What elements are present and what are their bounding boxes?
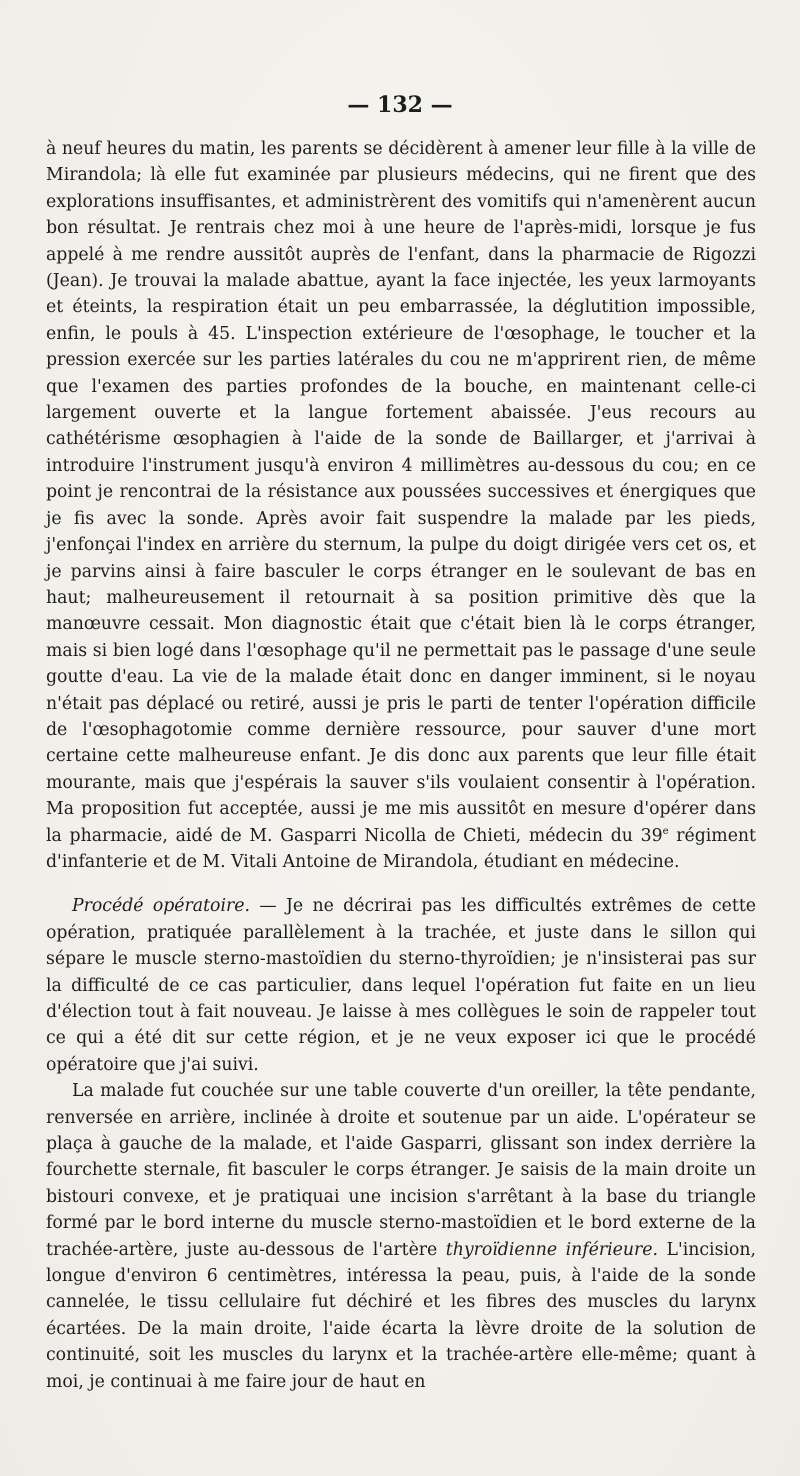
section-heading: Procédé opératoire. — [72, 896, 250, 917]
ordinal-superscript: e — [662, 825, 669, 837]
paragraph-1-text: à neuf heures du matin, les parents se décidèrent à amener leur fille à la ville de Mirandola; là elle fut examinée par plusieurs médecins, qui ne firent que des explorations insuffisantes, et administrèrent des vomitifs qui n'amenèrent aucun bon résultat. Je rentrais chez moi à une heure de l'après-midi, lorsque je fus appelé à me rendre aussitôt auprès de l'enfant, dans la pharmacie de Rigozzi (Jean). Je trouvai la malade abattue, ayant la face injectée, les yeux larmoyants et éteints, la respiration était un peu embarrassée, la déglutition impossible, enfin, le pouls à 45. L'inspection extérieure de l'œsophage, le toucher et la pression exercée sur les parties latérales du cou ne m'apprirent rien, de même que l'examen des parties profondes de la bouche, en maintenant celle-ci largement ouverte et la langue fortement abaissée. J'eus recours au cathétérisme œsophagien à l'aide de la sonde de Baillarger, et j'arrivai à introduire l'instrument jusqu'à environ 4 millimètres au-dessous du cou; en ce point je rencontrai de la résistance aux poussées successives et énergiques que je fis avec la sonde. Après avoir fait suspendre la malade par les pieds, j'enfonçai l'index en arrière du sternum, la pulpe du doigt dirigée vers cet os, et je parvins ainsi à faire basculer le corps étranger en le soulevant de bas en haut; malheureusement il retournait à sa position primitive dès que la manœuvre cessait. Mon diagnostic était que c'était bien là le corps étranger, mais si bien logé dans l'œsophage qu'il ne permettait pas le passage d'une seule goutte d'eau. La vie de la malade était donc en danger imminent, si le noyau n'était pas déplacé ou retiré, aussi je pris le parti de tenter l'opération difficile de l'œsophagotomie comme dernière ressource, pour sauver d'une mort certaine cette malheureuse enfant. Je dis donc aux parents que leur fille était mourante, mais que j'espérais la sauver s'ils voulaient consentir à l'opération. Ma proposition fut acceptée, aussi je me mis aussitôt en mesure d'opérer dans la pharmacie, aidé de M. Gasparri Nicolla de Chieti, médecin du 39 — [46, 139, 756, 846]
paragraph-1 — [46, 136, 756, 875]
anatomical-term: thyroïdienne inférieure. — [445, 1239, 659, 1260]
page-number: — 132 — — [347, 92, 453, 118]
paragraph-1-text-end: régiment d'infanterie et de M. Vitali Antoine de Mirandola, étudiant en médecine. — [46, 825, 756, 872]
paragraph-3 — [46, 1078, 756, 1395]
paragraph-2 — [46, 893, 756, 1078]
paragraph-3-text-end: L'incision, longue d'environ 6 centimètres, intéressa la peau, puis, à l'aide de la sonde cannelée, le tissu cellulaire fut déchiré et les fibres des muscles du larynx écartées. De la main droite, l'aide écarta la lèvre droite de la solution de continuité, soit les muscles du larynx et la trachée-artère elle-même; quant à moi, je continuai à me faire jour de haut en — [46, 1239, 757, 1392]
paragraph-3-text: La malade fut couchée sur une table couverte d'un oreiller, la tête pendante, renversée en arrière, inclinée à droite et soutenue par un aide. L'opérateur se plaça à gauche de la malade, et l'aide Gasparri, glissant son index derrière la fourchette sternale, fit basculer le corps étranger. Je saisis de la main droite un bistouri convexe, et je pratiquai une incision s'arrêtant à la base du triangle formé par le bord interne du muscle sterno-mastoïdien et le bord externe de la trachée-artère, juste au-dessous de l'artère — [46, 1081, 756, 1260]
body-text — [46, 136, 756, 1395]
paragraph-2-text: — Je ne décrirai pas les difficultés extrêmes de cette opération, pratiquée parallèlement à la trachée, et juste dans le sillon qui sépare le muscle sterno-mastoïdien du sterno-thyroïdien; je n'insisterai pas sur la difficulté de ce cas particulier, dans lequel l'opération fut faite en un lieu d'élection tout à fait nouveau. Je laisse à mes collègues le soin de rappeler tout ce qui a été dit sur cette région, et je ne veux exposer ici que le procédé opératoire que j'ai suivi. — [46, 896, 756, 1075]
